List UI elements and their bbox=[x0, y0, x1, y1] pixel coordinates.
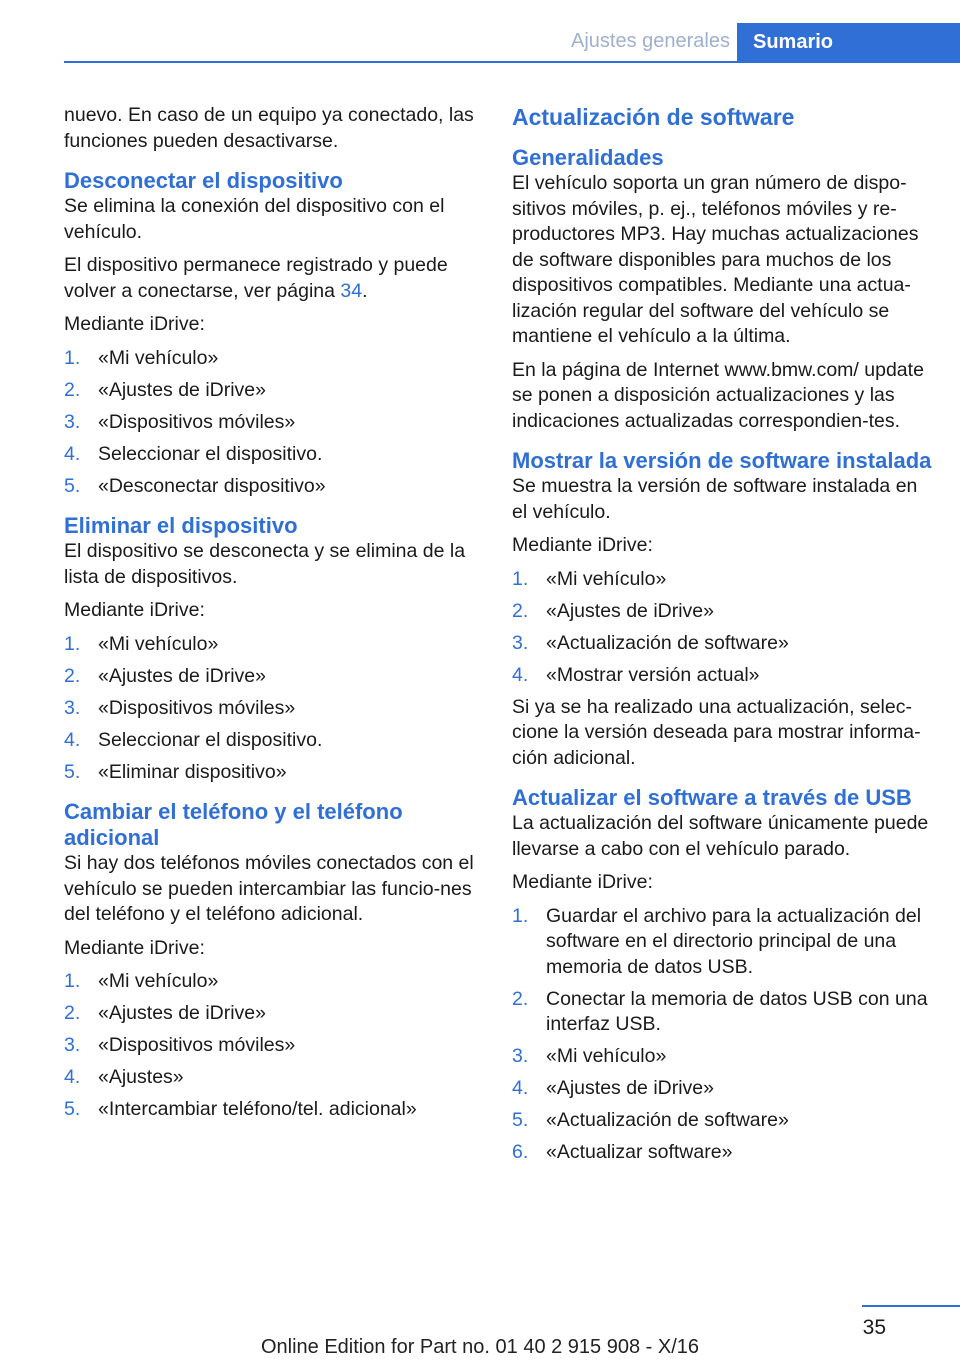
step-text: «Ajustes de iDrive» bbox=[98, 664, 266, 687]
section-title-show-version: Mostrar la versión de software instalada bbox=[512, 448, 932, 473]
list-step bbox=[512, 1140, 932, 1166]
list-step bbox=[64, 664, 484, 690]
list-step bbox=[64, 442, 484, 468]
steps-list bbox=[64, 632, 484, 786]
list-step bbox=[64, 1097, 484, 1123]
paragraph: El dispositivo se desconecta y se elimina de la lista de dispositivos. bbox=[64, 540, 466, 588]
steps-list bbox=[512, 904, 932, 1166]
list-step bbox=[64, 1001, 484, 1027]
list-step bbox=[512, 631, 932, 657]
list-step bbox=[64, 1033, 484, 1059]
list-step bbox=[512, 987, 932, 1038]
via-idrive-label: Mediante iDrive: bbox=[512, 534, 653, 556]
step-text: «Actualizar software» bbox=[546, 1141, 733, 1163]
step-text: Guardar el archivo para la actualización del software en el directorio principal de una memoria de datos USB. bbox=[546, 904, 922, 978]
list-step bbox=[64, 728, 484, 754]
step-number: 5. bbox=[64, 760, 81, 783]
paragraph: La actualización del software únicamente puede llevarse a cabo con el vehículo parado. bbox=[512, 812, 929, 860]
step-number: 5. bbox=[64, 1098, 81, 1120]
list-step bbox=[512, 1108, 932, 1134]
step-number: 4. bbox=[64, 728, 81, 751]
main-title: Actualización de software bbox=[512, 104, 795, 130]
step-number: 2. bbox=[64, 1002, 81, 1024]
page-link[interactable]: 34 bbox=[340, 279, 363, 302]
via-idrive-label: Mediante iDrive: bbox=[64, 599, 205, 621]
list-step bbox=[64, 969, 484, 995]
list-step bbox=[512, 1044, 932, 1070]
right-column bbox=[512, 103, 932, 1172]
paragraph: En la página de Internet www.bmw.com/ update se ponen a disposición actualizaciones y las indicaciones actualizadas correspondien‐tes. bbox=[512, 358, 924, 432]
paragraph: Si hay dos teléfonos móviles conectados con el vehículo se pueden intercambiar las funcio‐nes del teléfono y el teléfono adicional. bbox=[64, 852, 474, 925]
via-idrive-label: Mediante iDrive: bbox=[64, 313, 205, 335]
section-title-disconnect: Desconectar el dispositivo bbox=[64, 168, 343, 193]
step-number: 1. bbox=[64, 346, 81, 369]
step-text: «Dispositivos móviles» bbox=[98, 410, 296, 433]
step-number: 1. bbox=[512, 567, 529, 590]
step-text: «Ajustes de iDrive» bbox=[98, 1002, 266, 1024]
steps-list bbox=[64, 969, 484, 1123]
step-text: «Eliminar dispositivo» bbox=[98, 760, 287, 783]
list-step bbox=[64, 410, 484, 436]
step-number: 3. bbox=[512, 631, 529, 654]
step-number: 5. bbox=[512, 1109, 529, 1131]
step-number: 2. bbox=[512, 987, 529, 1010]
step-number: 2. bbox=[64, 664, 81, 687]
intro-paragraph: nuevo. En caso de un equipo ya conectado, las funciones pueden desactivarse. bbox=[64, 104, 474, 152]
list-step bbox=[64, 474, 484, 500]
step-text: Seleccionar el dispositivo. bbox=[98, 728, 323, 751]
step-number: 4. bbox=[64, 1066, 81, 1088]
header-divider bbox=[64, 61, 960, 63]
list-step bbox=[512, 904, 932, 981]
step-text: «Ajustes de iDrive» bbox=[546, 599, 714, 622]
via-idrive-label: Mediante iDrive: bbox=[512, 871, 653, 893]
steps-list bbox=[512, 567, 932, 689]
step-text: «Desconectar dispositivo» bbox=[98, 474, 326, 497]
list-step bbox=[512, 1076, 932, 1102]
list-step bbox=[512, 599, 932, 625]
step-number: 2. bbox=[512, 599, 529, 622]
list-step bbox=[512, 567, 932, 593]
paragraph bbox=[64, 253, 484, 304]
step-text: «Actualización de software» bbox=[546, 631, 789, 654]
header-tab-sumario[interactable]: Sumario bbox=[737, 23, 960, 61]
step-number: 3. bbox=[512, 1045, 529, 1067]
section-title-remove: Eliminar el dispositivo bbox=[64, 513, 298, 538]
list-step bbox=[64, 1065, 484, 1091]
step-text: «Mi vehículo» bbox=[98, 346, 219, 369]
step-text: «Dispositivos móviles» bbox=[98, 696, 296, 719]
list-step bbox=[512, 663, 932, 689]
list-step bbox=[64, 632, 484, 658]
step-text: Conectar la memoria de datos USB con una interfaz USB. bbox=[546, 987, 928, 1035]
step-text: «Ajustes de iDrive» bbox=[98, 378, 266, 401]
step-number: 5. bbox=[64, 474, 81, 497]
list-step bbox=[64, 696, 484, 722]
step-number: 1. bbox=[64, 632, 81, 655]
section-title-general: Generalidades bbox=[512, 145, 664, 170]
step-text: «Mi vehículo» bbox=[546, 567, 667, 590]
step-number: 1. bbox=[64, 970, 81, 992]
footer-divider bbox=[862, 1305, 960, 1307]
paragraph: Se muestra la versión de software instalada en el vehículo. bbox=[512, 475, 918, 523]
section-title-swap: Cambiar el teléfono y el teléfono adicional bbox=[64, 799, 403, 850]
step-number: 4. bbox=[512, 663, 529, 686]
paragraph: Si ya se ha realizado una actualización, selec‐cione la versión deseada para mostrar informa‐ción adicional. bbox=[512, 695, 921, 769]
step-text: Seleccionar el dispositivo. bbox=[98, 442, 323, 465]
step-text: «Actualización de software» bbox=[546, 1109, 789, 1131]
header-section-title: Ajustes generales bbox=[571, 30, 730, 52]
step-text: «Mostrar versión actual» bbox=[546, 663, 760, 686]
list-step bbox=[64, 760, 484, 786]
step-number: 3. bbox=[64, 696, 81, 719]
step-number: 1. bbox=[512, 904, 529, 927]
step-number: 6. bbox=[512, 1141, 529, 1163]
step-text: «Mi vehículo» bbox=[98, 970, 219, 992]
paragraph: Se elimina la conexión del dispositivo con el vehículo. bbox=[64, 195, 445, 243]
paragraph-text: El dispositivo permanece registrado y puede volver a conectarse, ver página bbox=[64, 254, 448, 302]
step-text: «Dispositivos móviles» bbox=[98, 1034, 296, 1056]
step-text: «Mi vehículo» bbox=[546, 1045, 667, 1067]
step-text: «Ajustes de iDrive» bbox=[546, 1077, 714, 1099]
section-title-usb: Actualizar el software a través de USB bbox=[512, 785, 912, 810]
step-number: 4. bbox=[64, 442, 81, 465]
left-column bbox=[64, 103, 484, 1129]
step-number: 4. bbox=[512, 1077, 529, 1099]
steps-list bbox=[64, 346, 484, 500]
via-idrive-label: Mediante iDrive: bbox=[64, 936, 205, 959]
step-text: «Ajustes» bbox=[98, 1066, 184, 1088]
list-step bbox=[64, 378, 484, 404]
step-number: 3. bbox=[64, 1034, 81, 1056]
list-step bbox=[64, 346, 484, 372]
step-number: 2. bbox=[64, 378, 81, 401]
page-number: 35 bbox=[862, 1316, 886, 1339]
step-text: «Mi vehículo» bbox=[98, 632, 219, 655]
step-number: 3. bbox=[64, 410, 81, 433]
paragraph-text: . bbox=[362, 279, 368, 302]
edition-footer: Online Edition for Part no. 01 40 2 915 908 - X/16 bbox=[260, 1336, 700, 1358]
step-text: «Intercambiar teléfono/tel. adicional» bbox=[98, 1098, 417, 1120]
paragraph: El vehículo soporta un gran número de dispo‐sitivos móviles, p. ej., teléfonos móviles y re‐productores MP3. Hay muchas actualizaciones de software disponibles para muchos de los dispositivos compatibles. Mediante una actua‐lización regular del software del vehículo se mantiene el vehículo a la última. bbox=[512, 172, 919, 347]
